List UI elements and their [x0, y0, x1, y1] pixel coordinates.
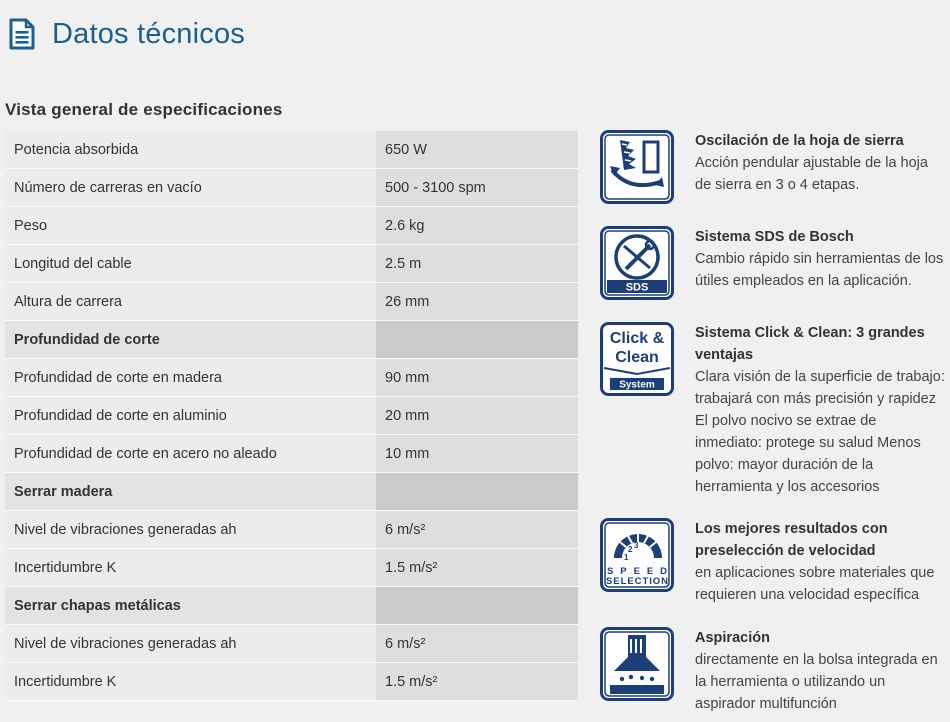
spec-label: Profundidad de corte en aluminio: [5, 397, 376, 435]
feature-title: Oscilación de la hoja de sierra: [695, 133, 904, 149]
spec-section-header: [5, 587, 578, 625]
feature-title: Los mejores resultados con preselección de velocidad: [695, 521, 888, 559]
section-title: Vista general de especificaciones: [5, 100, 283, 119]
spec-row: [5, 435, 578, 473]
spec-label: Profundidad de corte: [5, 321, 376, 359]
spec-row: [5, 625, 578, 663]
sds-icon-label: SDS: [625, 281, 649, 294]
click-clean-line2: Clean: [615, 349, 659, 366]
click-clean-icon: [600, 322, 674, 396]
click-clean-line3: System: [619, 379, 655, 391]
spec-value: 2.6 kg: [376, 207, 578, 245]
spec-row: [5, 207, 578, 245]
spec-row: [5, 169, 578, 207]
page-title: Datos técnicos: [52, 17, 245, 50]
spec-label: Nivel de vibraciones generadas ah: [5, 511, 376, 549]
spec-row: [5, 359, 578, 397]
feature-description: Acción pendular ajustable de la hoja de sierra en 3 o 4 etapas.: [695, 155, 928, 193]
feature-description: Clara visión de la superficie de trabajo: trabajará con más precisión y rapidez El polvo nocivo se extrae de inmediato: protege su salud Menos polvo: mayor duración de la herramienta y los accesorios: [695, 369, 945, 495]
speed-selection-icon: [600, 518, 674, 592]
svg-text:2: 2: [628, 545, 633, 554]
spec-row: [5, 245, 578, 283]
spec-value: 90 mm: [376, 359, 578, 397]
document-icon: [8, 18, 36, 50]
speed-line2: SELECTION: [606, 576, 668, 587]
svg-text:3: 3: [634, 541, 639, 550]
spec-value: 26 mm: [376, 283, 578, 321]
spec-value: 2.5 m: [376, 245, 578, 283]
page-header: [8, 14, 245, 54]
spec-label: Peso: [5, 207, 376, 245]
sds-icon: [600, 226, 674, 300]
spec-value: [376, 587, 578, 625]
spec-label: Incertidumbre K: [5, 549, 376, 587]
spec-label: Longitud del cable: [5, 245, 376, 283]
spec-value: [376, 473, 578, 511]
spec-value: 650 W: [376, 131, 578, 169]
spec-value: 1.5 m/s²: [376, 663, 578, 701]
svg-text:1: 1: [624, 553, 629, 562]
feature-title: Aspiración: [695, 630, 770, 646]
spec-value: 500 - 3100 spm: [376, 169, 578, 207]
spec-value: 20 mm: [376, 397, 578, 435]
spec-table: [5, 131, 578, 701]
spec-label: Incertidumbre K: [5, 663, 376, 701]
spec-value: 1.5 m/s²: [376, 549, 578, 587]
spec-label: Profundidad de corte en acero no aleado: [5, 435, 376, 473]
spec-value: 6 m/s²: [376, 625, 578, 663]
spec-label: Serrar madera: [5, 473, 376, 511]
speed-line1: SPEED: [607, 566, 667, 577]
feature-description: en aplicaciones sobre materiales que requieren una velocidad específica: [695, 565, 935, 603]
spec-label: Nivel de vibraciones generadas ah: [5, 625, 376, 663]
spec-section-header: [5, 473, 578, 511]
spec-label: Profundidad de corte en madera: [5, 359, 376, 397]
pendulum-action-icon: [600, 130, 674, 204]
spec-row: [5, 663, 578, 701]
spec-value: 10 mm: [376, 435, 578, 473]
spec-label: Número de carreras en vacío: [5, 169, 376, 207]
click-clean-line1: Click &: [609, 330, 665, 347]
spec-label: Potencia absorbida: [5, 131, 376, 169]
spec-label: Serrar chapas metálicas: [5, 587, 376, 625]
spec-row: [5, 131, 578, 169]
feature-title: Sistema Click & Clean: 3 grandes ventajas: [695, 325, 925, 363]
spec-row: [5, 397, 578, 435]
spec-row: [5, 283, 578, 321]
feature-title: Sistema SDS de Bosch: [695, 229, 854, 245]
spec-row: [5, 511, 578, 549]
spec-label: Altura de carrera: [5, 283, 376, 321]
feature-description: directamente en la bolsa integrada en la herramienta o utilizando un aspirador multifunción: [695, 652, 938, 712]
spec-value: 6 m/s²: [376, 511, 578, 549]
spec-section-header: [5, 321, 578, 359]
feature-description: Cambio rápido sin herramientas de los útiles empleados en la aplicación.: [695, 251, 944, 289]
spec-value: [376, 321, 578, 359]
dust-extraction-icon: [600, 627, 674, 701]
spec-row: [5, 549, 578, 587]
